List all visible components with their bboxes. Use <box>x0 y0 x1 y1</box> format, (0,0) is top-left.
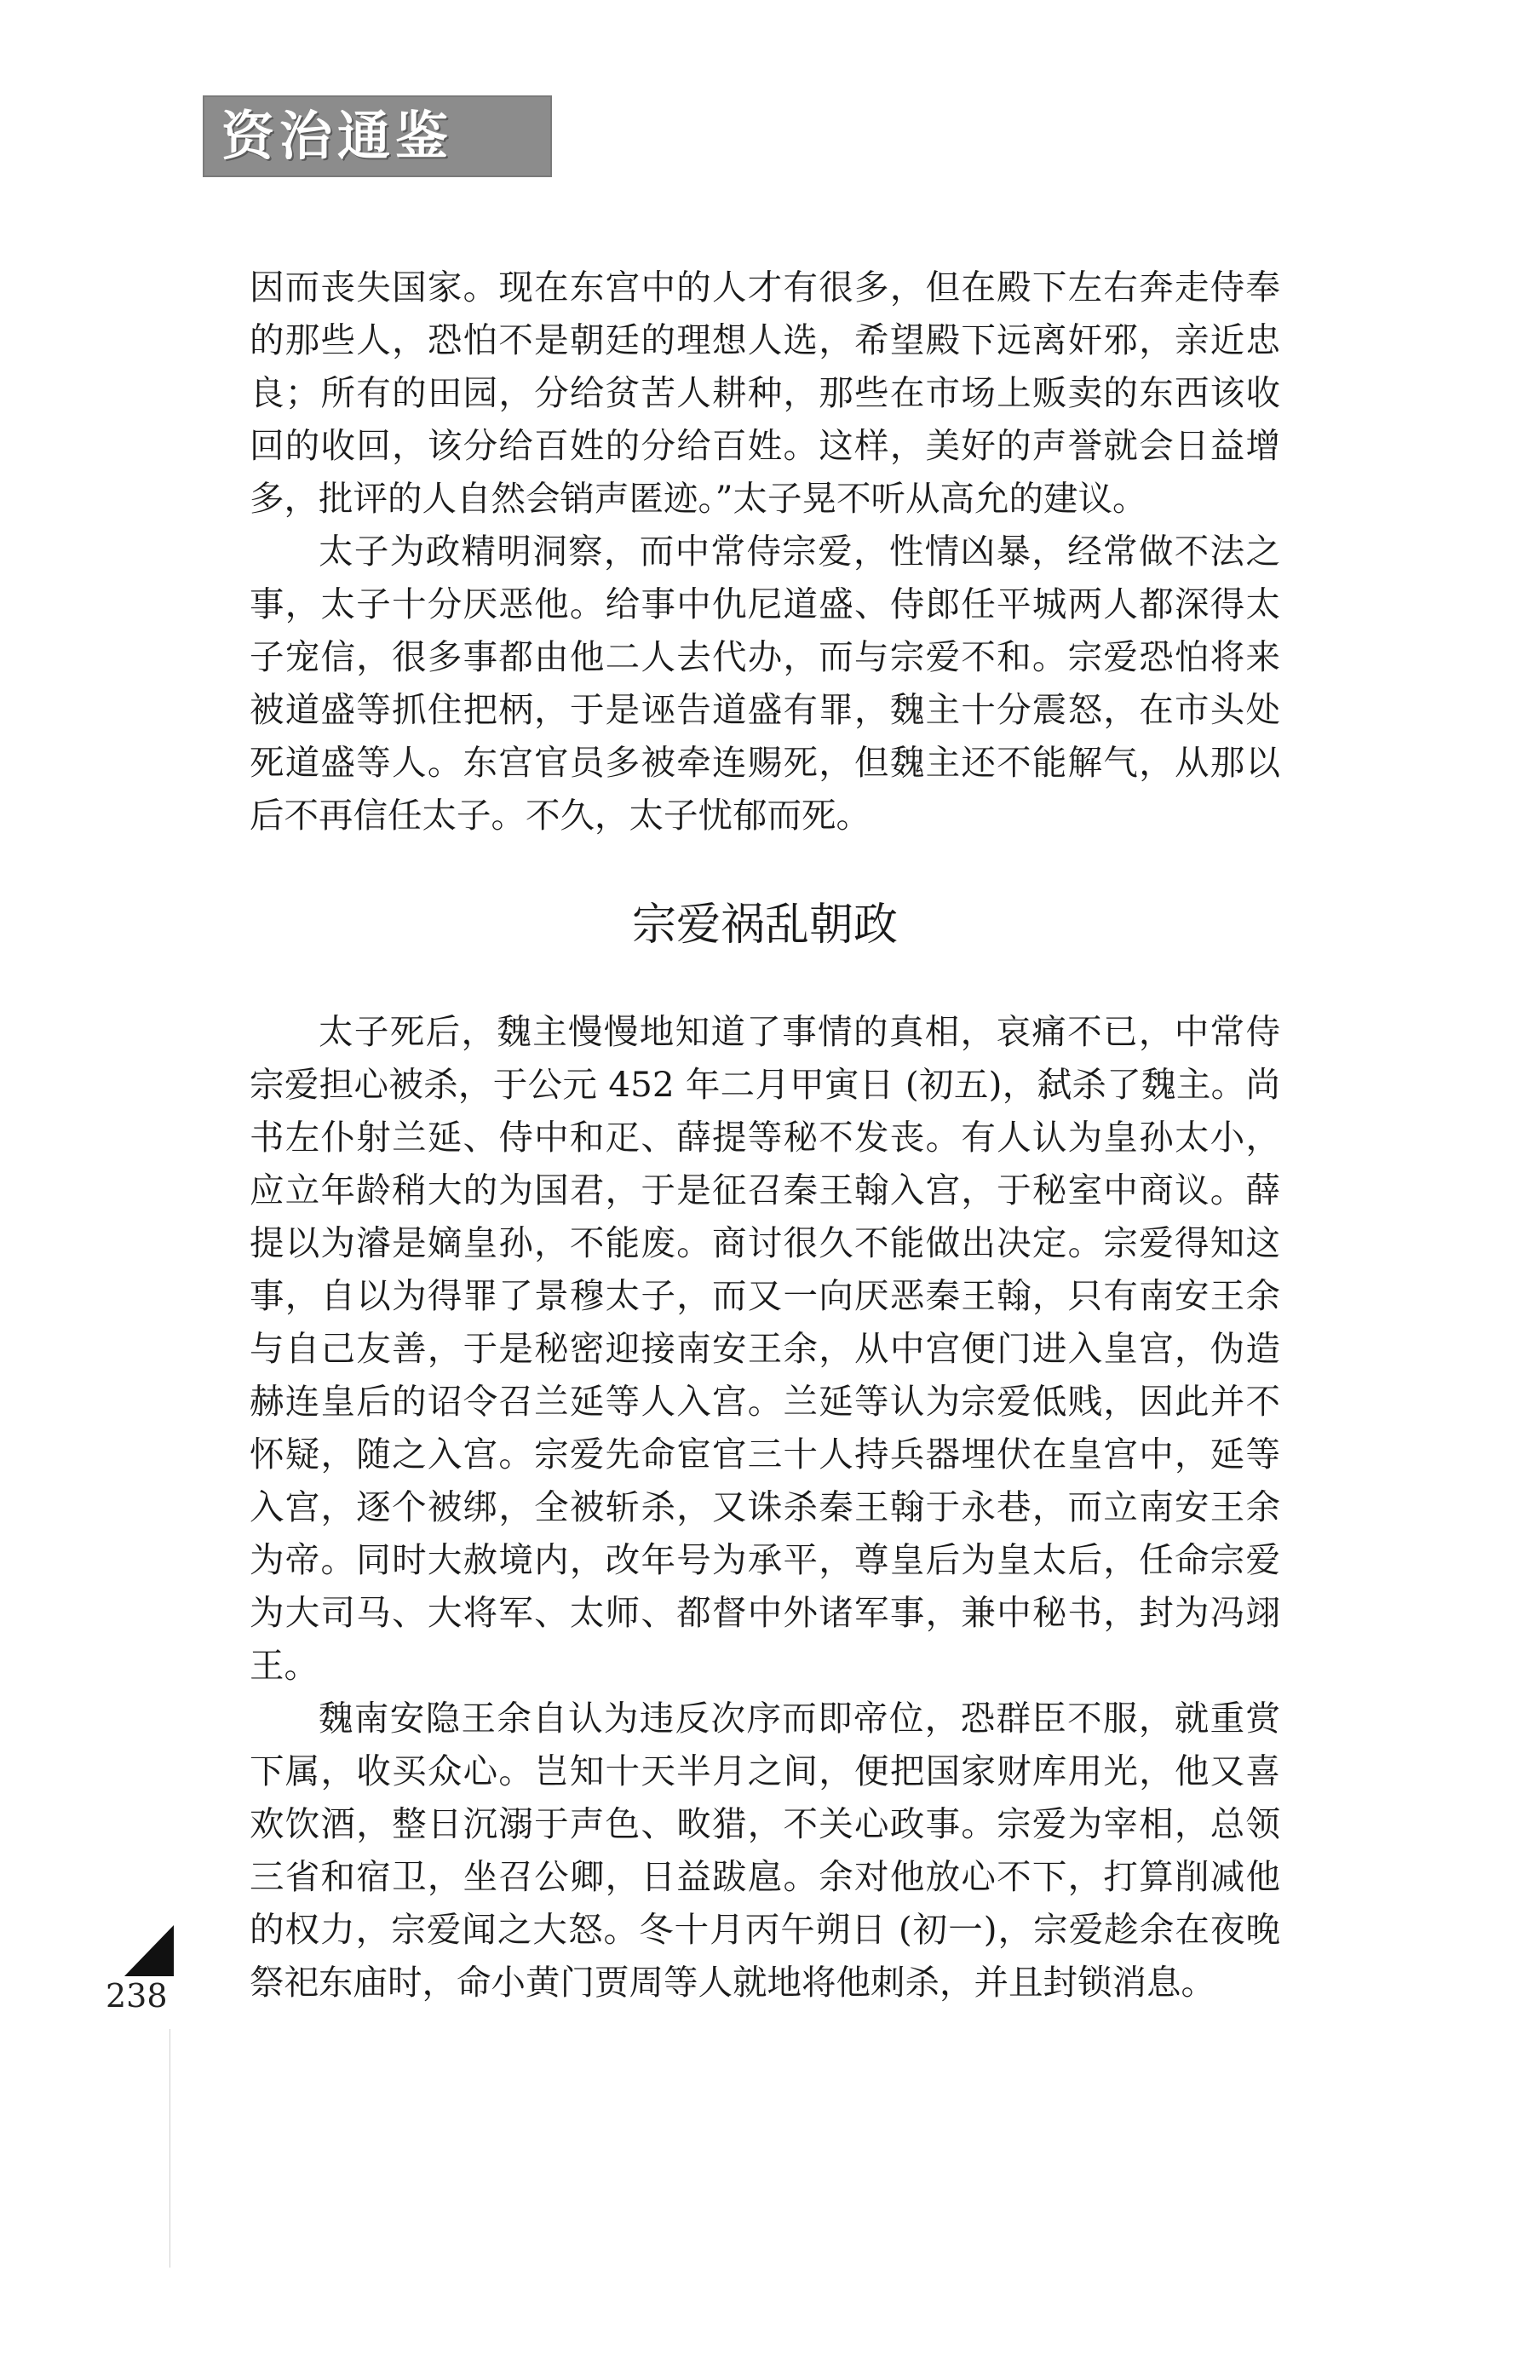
body-text-top <box>250 261 1280 842</box>
page-number: 238 <box>106 1977 168 2015</box>
body-text-bottom <box>250 1005 1280 2009</box>
section-heading: 宗爱祸乱朝政 <box>631 900 898 951</box>
page-corner-triangle <box>124 1925 174 1976</box>
paragraph: 魏南安隐王余自认为违反次序而即帝位，恐群臣不服，就重赏下属，收买众心。岂知十天半月之间，便把国家财库用光，他又喜欢饮酒，整日沉溺于声色、畋猎，不关心政事。宗爱为宰相，总领三省和宿卫，坐召公卿，日益跋扈。余对他放心不下，打算削减他的权力，宗爱闻之大怒。冬十月丙午朔日 (初一)，宗爱趁余在夜晚祭祀东庙时，命小黄门贾周等人就地将他刺杀，并且封锁消息。 <box>250 1698 1280 2003</box>
book-title: 资治通鉴 <box>221 105 454 167</box>
paragraph: 因而丧失国家。现在东宫中的人才有很多，但在殿下左右奔走侍奉的那些人，恐怕不是朝廷的理想人选，希望殿下远离奸邪，亲近忠良；所有的田园，分给贫苦人耕种，那些在市场上贩卖的东西该收回的收回，该分给百姓的分给百姓。这样，美好的声誉就会日益增多，批评的人自然会销声匿迹。”太子晃不听从高允的建议。 <box>250 267 1280 519</box>
paragraph: 太子为政精明洞察，而中常侍宗爱，性情凶暴，经常做不法之事，太子十分厌恶他。给事中仇尼道盛、侍郎任平城两人都深得太子宠信，很多事都由他二人去代办，而与宗爱不和。宗爱恐怕将来被道盛等抓住把柄，于是诬告道盛有罪，魏主十分震怒，在市头处死道盛等人。东宫官员多被牵连赐死，但魏主还不能解气，从那以后不再信任太子。不久，太子忧郁而死。 <box>250 531 1280 836</box>
paragraph: 太子死后，魏主慢慢地知道了事情的真相，哀痛不已，中常侍宗爱担心被杀，于公元 452 年二月甲寅日 (初五)，弑杀了魏主。尚书左仆射兰延、侍中和疋、薛提等秘不发丧。有人认为皇孙太小，应立年龄稍大的为国君，于是征召秦王翰入宫，于秘室中商议。薛提以为濬是嫡皇孙，不能废。商讨很久不能做出决定。宗爱得知这事，自以为得罪了景穆太子，而又一向厌恶秦王翰，只有南安王余与自己友善，于是秘密迎接南安王余，从中宫便门进入皇宫，伪造赫连皇后的诏令召兰延等人入宫。兰延等认为宗爱低贱，因此并不怀疑，随之入宫。宗爱先命宦官三十人持兵器埋伏在皇宫中，延等入宫，逐个被绑，全被斩杀，又诛杀秦王翰于永巷，而立南安王余为帝。同时大赦境内，改年号为承平，尊皇后为皇太后，任命宗爱为大司马、大将军、太师、都督中外诸军事，兼中秘书，封为冯翊王。 <box>250 1011 1280 1686</box>
